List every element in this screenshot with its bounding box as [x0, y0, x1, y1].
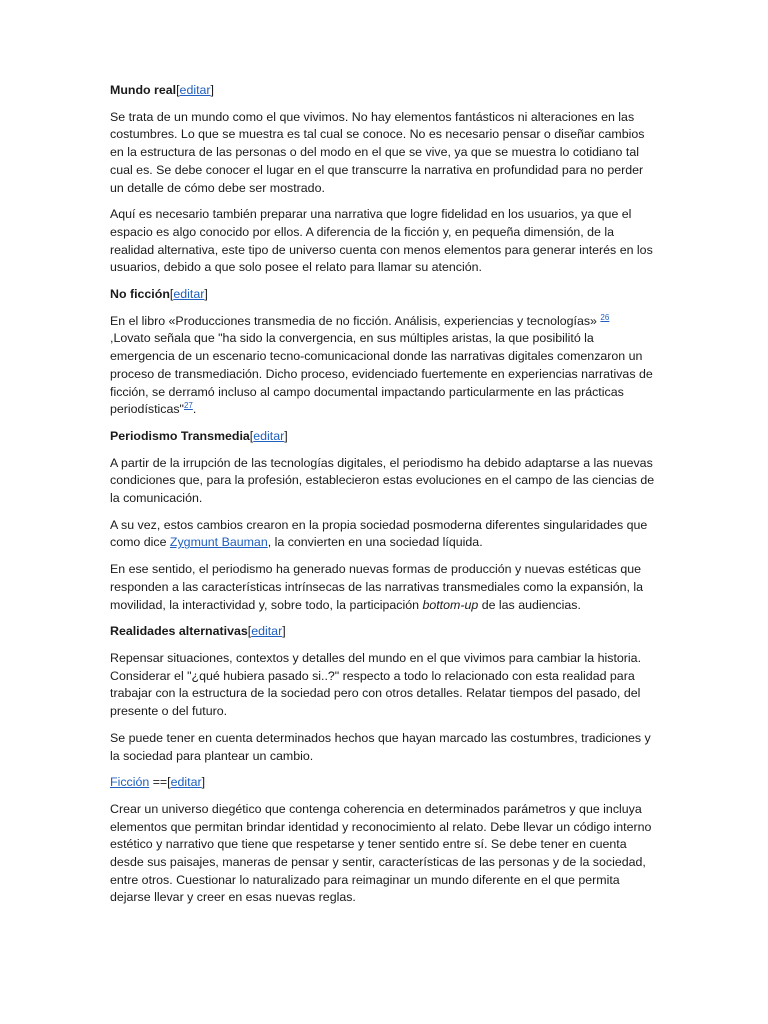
paragraph: Se trata de un mundo como el que vivimos. No hay elementos fantásticos ni alteraciones en las costumbres. Lo que se muestra es tal cual se conoce. No es necesario pensar o diseñar cambios en la estructura de las personas o del modo en el que se vive, ya que se muestra lo cotidiano tal cual es. Se debe conocer el lugar en el que transcurre la narrativa en profundidad para no perder un detalle de cómo debe ser mostrado. — [110, 109, 645, 195]
paragraph-no-ficcion — [110, 313, 658, 419]
edit-link-periodismo-transmedia[interactable]: editar — [253, 428, 285, 443]
heading-mundo-real: Mundo real[editar] — [110, 83, 214, 97]
paragraph: A partir de la irrupción de las tecnologías digitales, el periodismo ha debido adaptarse a las nuevas condiciones que, para la profesión, establecieron estas evoluciones en el campo de las ciencias de la comunicación. — [110, 455, 655, 506]
edit-link-realidades-alternativas[interactable]: editar — [251, 624, 283, 639]
heading-text: Mundo real — [110, 83, 177, 97]
edit-link-mundo-real[interactable]: editar — [179, 83, 211, 97]
paragraph: Aquí es necesario también preparar una narrativa que logre fidelidad en los usuarios, ya que el espacio es algo conocido por ellos. A diferencia de la ficción y, en pequeña dimensión, de la realidad alternativa, este tipo de universo cuenta con menos elementos para generar interés en los usuarios, debido a que solo posee el relato para llamar su atención. — [110, 207, 653, 275]
edit-link-no-ficcion[interactable]: editar — [173, 287, 205, 302]
paragraph: Repensar situaciones, contextos y detalles del mundo en el que vivimos para cambiar la historia. Considerar el "¿qué hubiera pasado si..?" respecto a todo lo relacionado con esta realidad para trabajar con la estructura de la sociedad pero con otros detalles. Relatar tiempos del pasado, del presente o del futuro. — [110, 650, 642, 719]
paragraph-text: de las audiencias. — [478, 597, 581, 612]
paragraph-text: . — [192, 402, 197, 417]
heading-text: == — [149, 775, 168, 790]
paragraph-bauman — [110, 517, 658, 552]
paragraph: Se puede tener en cuenta determinados hechos que hayan marcado las costumbres, tradiciones y la sociedad para plantear un cambio. — [110, 730, 651, 763]
heading-text: No ficción — [110, 287, 170, 302]
paragraph-text: A su vez, estos cambios crearon en la propia sociedad posmoderna diferentes singularidades que como dice — [110, 517, 648, 550]
paragraph: Crear un universo diegético que contenga coherencia en determinados parámetros y que incluya elementos que permitan brindar identidad y reconocimiento al relato. Debe llevar un código interno estético y narrativo que tiene que respetarse y tener sentido entre sí. Se debe tener en cuenta desde sus paisajes, maneras de pensar y sentir, características de las personas y de la sociedad, entre otros. Cuestionar lo naturalizado para reimaginar un mundo diferente en el que permita dejarse llevar y creer en esas nuevas reglas. — [110, 801, 652, 905]
heading-realidades-alternativas: Realidades alternativas[editar] — [110, 624, 286, 639]
paragraph-text: En el libro «Producciones transmedia de no ficción. Análisis, experiencias y tecnologías» — [110, 313, 597, 328]
heading-no-ficcion: No ficción[editar] — [110, 287, 208, 302]
ficcion-link[interactable]: Ficción — [110, 775, 150, 790]
paragraph-text: ,Lovato señala que "ha sido la convergencia, en sus múltiples aristas, la que posibilitó la emergencia de un escenario tecno-comunicacional donde las narrativas digitales comenzaron un proceso de transmediación. Dicho proceso, evidenciado fuertemente en experiencias narrativas de ficción, se derramó incluso al campo documental impactando particularmente en las prácticas periodísticas" — [110, 331, 653, 417]
emphasis-bottom-up: bottom-up — [422, 597, 479, 612]
heading-periodismo-transmedia: Periodismo Transmedia[editar] — [110, 428, 288, 443]
reference-26-link[interactable]: 26 — [600, 312, 610, 322]
edit-link-ficcion[interactable]: editar — [170, 775, 202, 790]
zygmunt-bauman-link[interactable]: Zygmunt Bauman — [169, 535, 268, 550]
heading-text: Periodismo Transmedia — [110, 428, 250, 443]
heading-ficcion: Ficción ==[editar] — [110, 775, 206, 790]
document-page — [110, 82, 658, 916]
paragraph-text: En ese sentido, el periodismo ha generado nuevas formas de producción y nuevas estéticas que responden a las características intrínsecas de las narrativas transmediales como la expansión, la movilidad, la interactividad y, sobre todo, la participación — [110, 562, 644, 612]
paragraph-bottom-up — [110, 561, 658, 614]
heading-text: Realidades alternativas — [110, 624, 248, 639]
reference-27-link[interactable]: 27 — [183, 401, 193, 411]
paragraph-text: , la convierten en una sociedad líquida. — [267, 535, 483, 550]
